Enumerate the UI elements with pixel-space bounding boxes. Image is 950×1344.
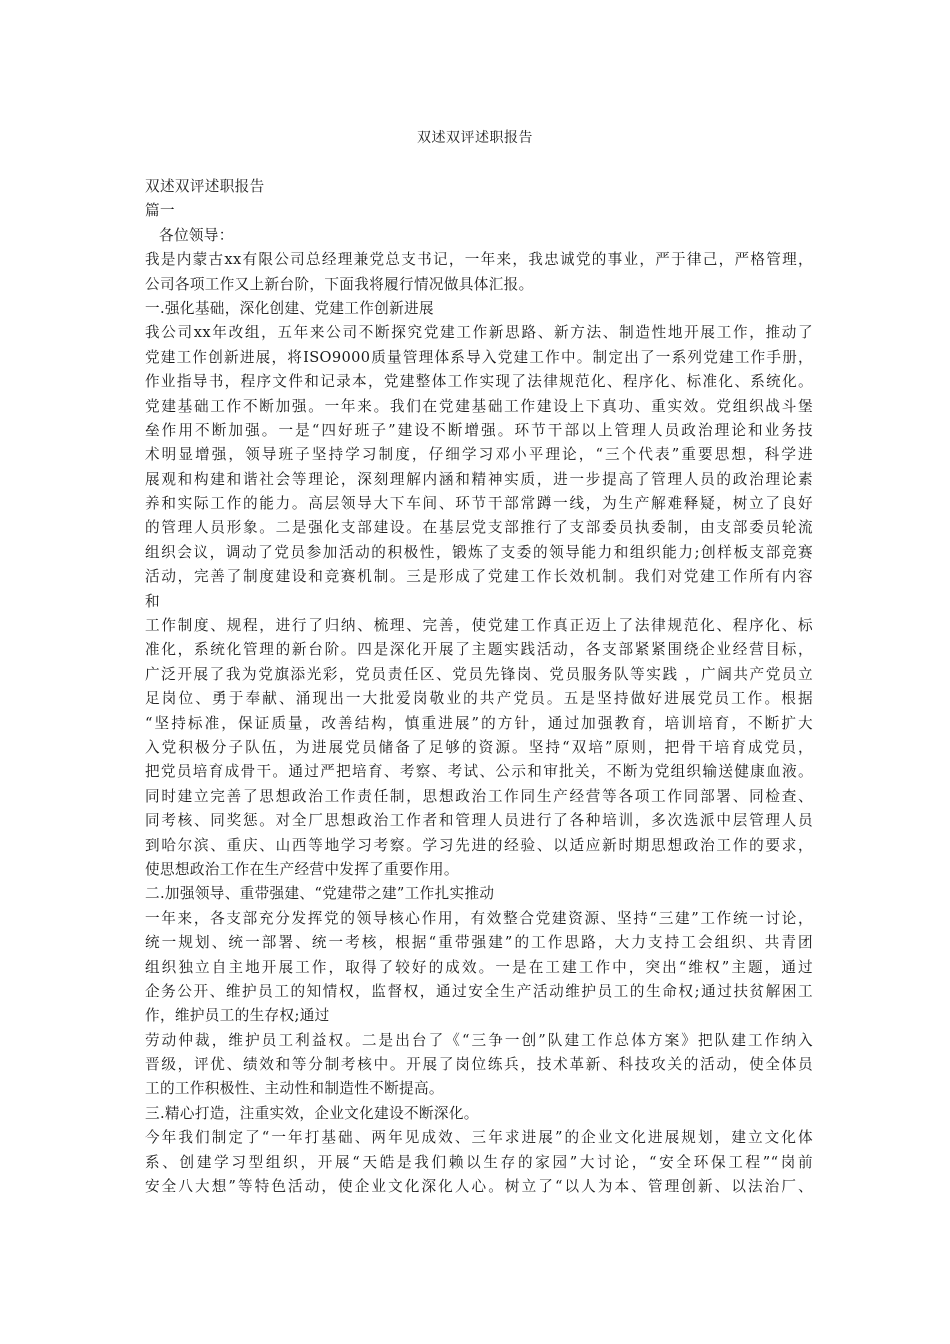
text-line: 劳动仲裁，维护员工利益权。二是出台了《“三争一创”队建工作总体方案》把队建工作纳入	[145, 1031, 813, 1049]
text-line: 党建基础工作不断加强。一年来。我们在党建基础工作建设上下真功、重实效。党组织战斗堡	[145, 397, 813, 415]
text-line: 同时建立完善了思想政治工作责任制，思想政治工作同生产经营等各项工作同部署、同检查、	[145, 787, 813, 805]
text-line: 作，维护员工的生存权;通过	[145, 1007, 330, 1025]
text-line: 使思想政治工作在生产经营中发挥了重要作用。	[145, 860, 459, 878]
text-line: 和	[145, 592, 160, 610]
text-line: 同考核、同奖惩。对全厂思想政治工作者和管理人员进行了各种培训，多次选派中层管理人员	[145, 812, 813, 830]
text-line: 组织独立自主地开展工作，取得了较好的成效。一是在工建工作中，突出“维权”主题，通过	[145, 958, 813, 976]
text-line: 各位领导：	[159, 226, 234, 244]
text-line: 术明显增强，领导班子坚持学习制度，仔细学习邓小平理论，“三个代表”重要思想，科学进	[145, 446, 813, 464]
text-line: 养和实际工作的能力。高层领导大下车间、环节干部常蹲一线，为生产解难释疑，树立了良好	[145, 495, 813, 513]
text-line: 党建工作创新进展，将ISO9000质量管理体系导入党建工作中。制定出了一系列党建工作手册，	[145, 348, 813, 366]
text-line: 篇一	[145, 202, 175, 220]
text-line: 晋级，评优、绩效和等分制考核中。开展了岗位练兵，技术革新、科技攻关的活动，使全体员	[145, 1056, 813, 1074]
text-line: 公司各项工作又上新台阶，下面我将履行情况做具体汇报。	[145, 275, 534, 293]
text-line: 展观和构建和谐社会等理论，深刻理解内涵和精神实质，进一步提高了管理人员的政治理论素	[145, 470, 813, 488]
text-line: 我公司xx年改组，五年来公司不断探究党建工作新思路、新方法、制造性地开展工作，推动了	[145, 324, 813, 342]
text-line: 企务公开、维护员工的知情权，监督权，通过安全生产活动维护员工的生命权;通过扶贫解困工	[145, 982, 813, 1000]
text-line: 系、创建学习型组织，开展“天皓是我们赖以生存的家园”大讨论，“安全环保工程”“岗前	[145, 1153, 813, 1171]
text-line: 活动，完善了制度建设和竞赛机制。三是形成了党建工作长效机制。我们对党建工作所有内容	[145, 568, 813, 586]
text-line: 二.加强领导、重带强建、“党建带之建”工作扎实推动	[145, 885, 495, 903]
text-line: 一.强化基础，深化创建、党建工作创新进展	[145, 299, 434, 317]
text-line: 一年来，各支部充分发挥党的领导核心作用，有效整合党建资源、坚持“三建”工作统一讨论，	[145, 909, 813, 927]
text-line: 工作制度、规程，进行了归纳、梳理、完善，使党建工作真正迈上了法律规范化、程序化、标	[145, 617, 813, 635]
text-line: 足岗位、勇于奉献、涌现出一大批爱岗敬业的共产党员。五是坚持做好进展党员工作。根据	[145, 690, 813, 708]
text-line: 准化，系统化管理的新台阶。四是深化开展了主题实践活动，各支部紧紧围绕企业经营目标，	[145, 641, 813, 659]
text-line: 组织会议，调动了党员参加活动的积极性，锻炼了支委的领导能力和组织能力;创样板支部竞赛	[145, 543, 813, 561]
text-line: 双述双评述职报告	[145, 178, 265, 195]
text-line: 把党员培育成骨干。通过严把培育、考察、考试、公示和审批关，不断为党组织输送健康血液。	[145, 763, 813, 781]
document-body	[145, 175, 813, 1199]
text-line: 我是内蒙古xx有限公司总经理兼党总支书记，一年来，我忠诚党的事业，严于律己，严格管理，	[145, 251, 813, 269]
text-line: 垒作用不断加强。一是“四好班子”建设不断增强。环节干部以上管理人员政治理论和业务技	[145, 421, 813, 439]
text-line: “坚持标准，保证质量，改善结构，慎重进展”的方针，通过加强教育，培训培育，不断扩大	[145, 714, 813, 732]
text-line: 三.精心打造，注重实效，企业文化建设不断深化。	[145, 1104, 479, 1122]
text-line: 安全八大想”等特色活动，使企业文化深化人心。树立了“以人为本、管理创新、以法治厂、	[145, 1178, 813, 1196]
text-line: 统一规划、统一部署、统一考核，根据“重带强建”的工作思路，大力支持工会组织、共青团	[145, 934, 813, 952]
text-line: 广泛开展了我为党旗添光彩，党员责任区、党员先锋岗、党员服务队等实践 ，广阔共产党员立	[145, 665, 813, 683]
text-line: 的管理人员形象。二是强化支部建设。在基层党支部推行了支部委员执委制，由支部委员轮流	[145, 519, 813, 537]
document-title: 双述双评述职报告	[417, 130, 533, 146]
text-line: 工的工作积极性、主动性和制造性不断提高。	[145, 1080, 444, 1098]
text-line: 作业指导书，程序文件和记录本，党建整体工作实现了法律规范化、程序化、标准化、系统化。	[145, 373, 813, 391]
text-line: 今年我们制定了“一年打基础、两年见成效、三年求进展”的企业文化进展规划，建立文化体	[145, 1129, 813, 1147]
text-line: 到哈尔滨、重庆、山西等地学习考察。学习先进的经验、以适应新时期思想政治工作的要求，	[145, 836, 813, 854]
text-line: 入党积极分子队伍，为进展党员储备了足够的资源。坚持“双培”原则，把骨干培育成党员，	[145, 738, 813, 756]
